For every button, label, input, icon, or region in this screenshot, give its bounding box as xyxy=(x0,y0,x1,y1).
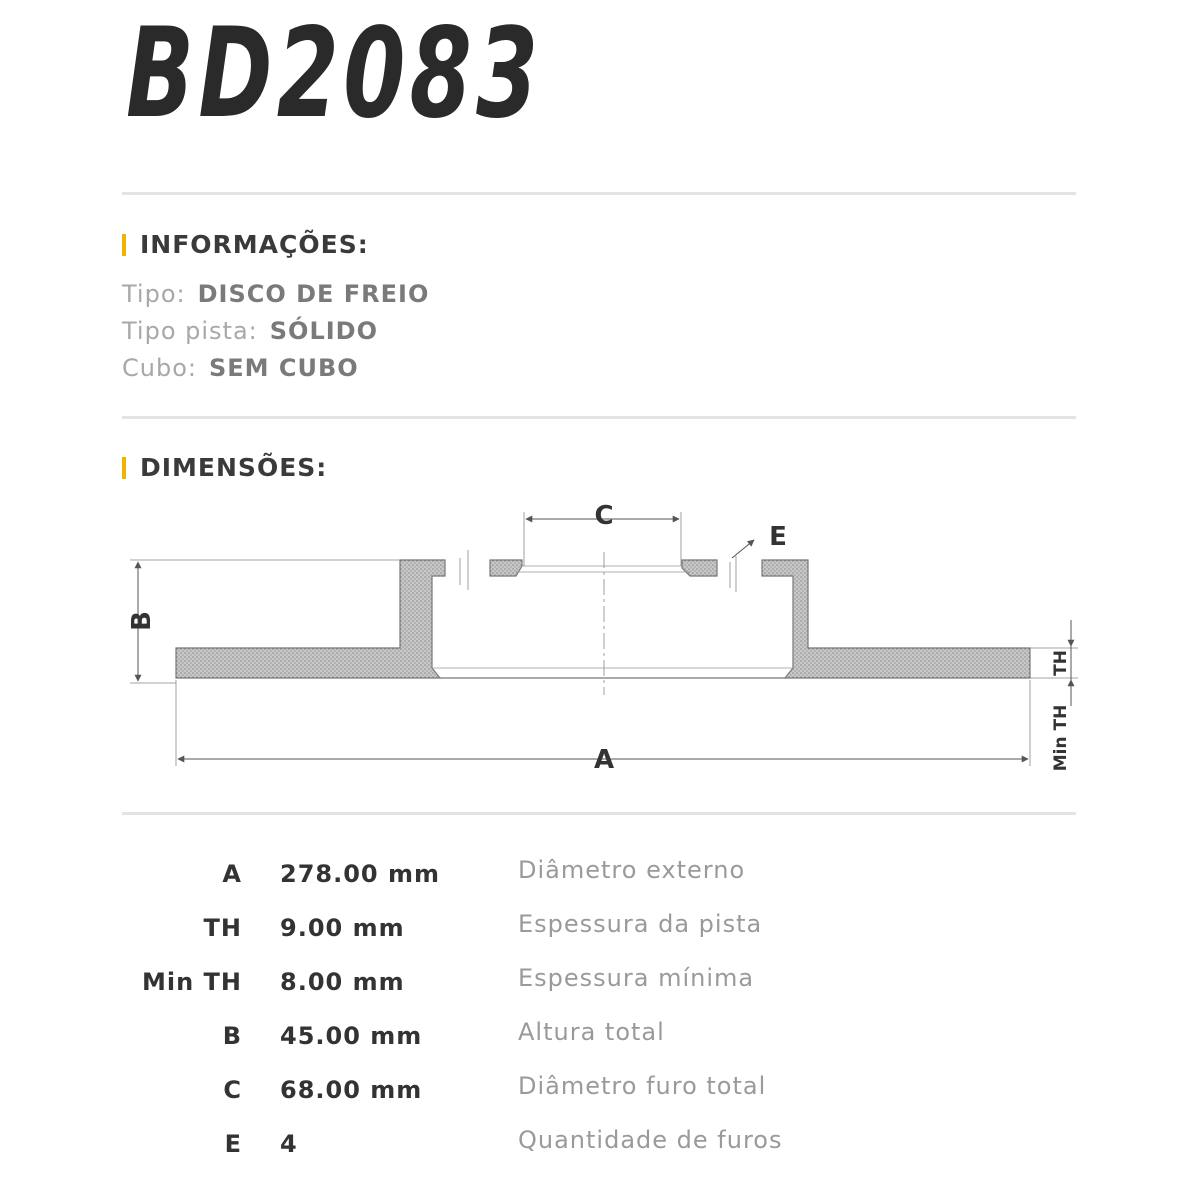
spec-description: Quantidade de furos xyxy=(518,1126,783,1154)
label-b: B xyxy=(127,611,157,631)
brake-disc-diagram xyxy=(120,500,1080,800)
section-accent-bar xyxy=(122,234,126,256)
product-code: BD2083 xyxy=(126,2,543,146)
spec-value: 45.00 mm xyxy=(280,1022,423,1050)
divider-top xyxy=(122,192,1076,195)
info-row-tipo-pista xyxy=(122,317,378,345)
info-label: Tipo pista: xyxy=(122,317,258,345)
spec-row xyxy=(0,856,1200,900)
spec-value: 4 xyxy=(280,1130,298,1158)
spec-value: 278.00 mm xyxy=(280,860,440,888)
info-label: Tipo: xyxy=(122,280,186,308)
spec-row xyxy=(0,964,1200,1008)
dimensoes-heading: DIMENSÕES: xyxy=(140,453,328,482)
spec-value: 9.00 mm xyxy=(280,914,405,942)
info-label: Cubo: xyxy=(122,354,197,382)
section-accent-bar xyxy=(122,457,126,479)
spec-code: E xyxy=(224,1130,242,1158)
info-value: SÓLIDO xyxy=(269,317,378,345)
spec-row xyxy=(0,910,1200,954)
informacoes-heading: INFORMAÇÕES: xyxy=(140,230,369,259)
dimensoes-header xyxy=(122,453,327,482)
spec-description: Diâmetro furo total xyxy=(518,1072,767,1100)
divider-middle xyxy=(122,416,1076,419)
spec-value: 68.00 mm xyxy=(280,1076,423,1104)
spec-description: Diâmetro externo xyxy=(518,856,746,884)
spec-description: Espessura mínima xyxy=(518,964,755,992)
label-th: TH xyxy=(1051,650,1071,676)
informacoes-header xyxy=(122,230,369,259)
info-row-cubo xyxy=(122,354,359,382)
divider-bottom xyxy=(122,812,1076,815)
spec-code: Min TH xyxy=(141,968,242,996)
spec-code: B xyxy=(222,1022,242,1050)
spec-row xyxy=(0,1018,1200,1062)
label-a: A xyxy=(593,745,615,775)
label-e: E xyxy=(769,522,787,552)
e-leader-line xyxy=(732,540,754,558)
label-c: C xyxy=(594,501,614,531)
spec-description: Espessura da pista xyxy=(518,910,763,938)
spec-code: C xyxy=(223,1076,242,1104)
disc-profile-right xyxy=(762,560,1030,678)
spec-code: A xyxy=(222,860,242,888)
spec-row xyxy=(0,1126,1200,1170)
spec-row xyxy=(0,1072,1200,1116)
product-code-title xyxy=(126,4,546,144)
label-min-th: Min TH xyxy=(1051,704,1071,772)
info-value: SEM CUBO xyxy=(208,354,359,382)
disc-profile-left xyxy=(176,560,445,678)
spec-code: TH xyxy=(203,914,242,942)
hat-segment-left xyxy=(490,560,522,576)
hat-segment-right xyxy=(682,560,717,576)
info-row-tipo xyxy=(122,280,429,308)
info-value: DISCO DE FREIO xyxy=(197,280,430,308)
spec-description: Altura total xyxy=(518,1018,665,1046)
spec-value: 8.00 mm xyxy=(280,968,405,996)
